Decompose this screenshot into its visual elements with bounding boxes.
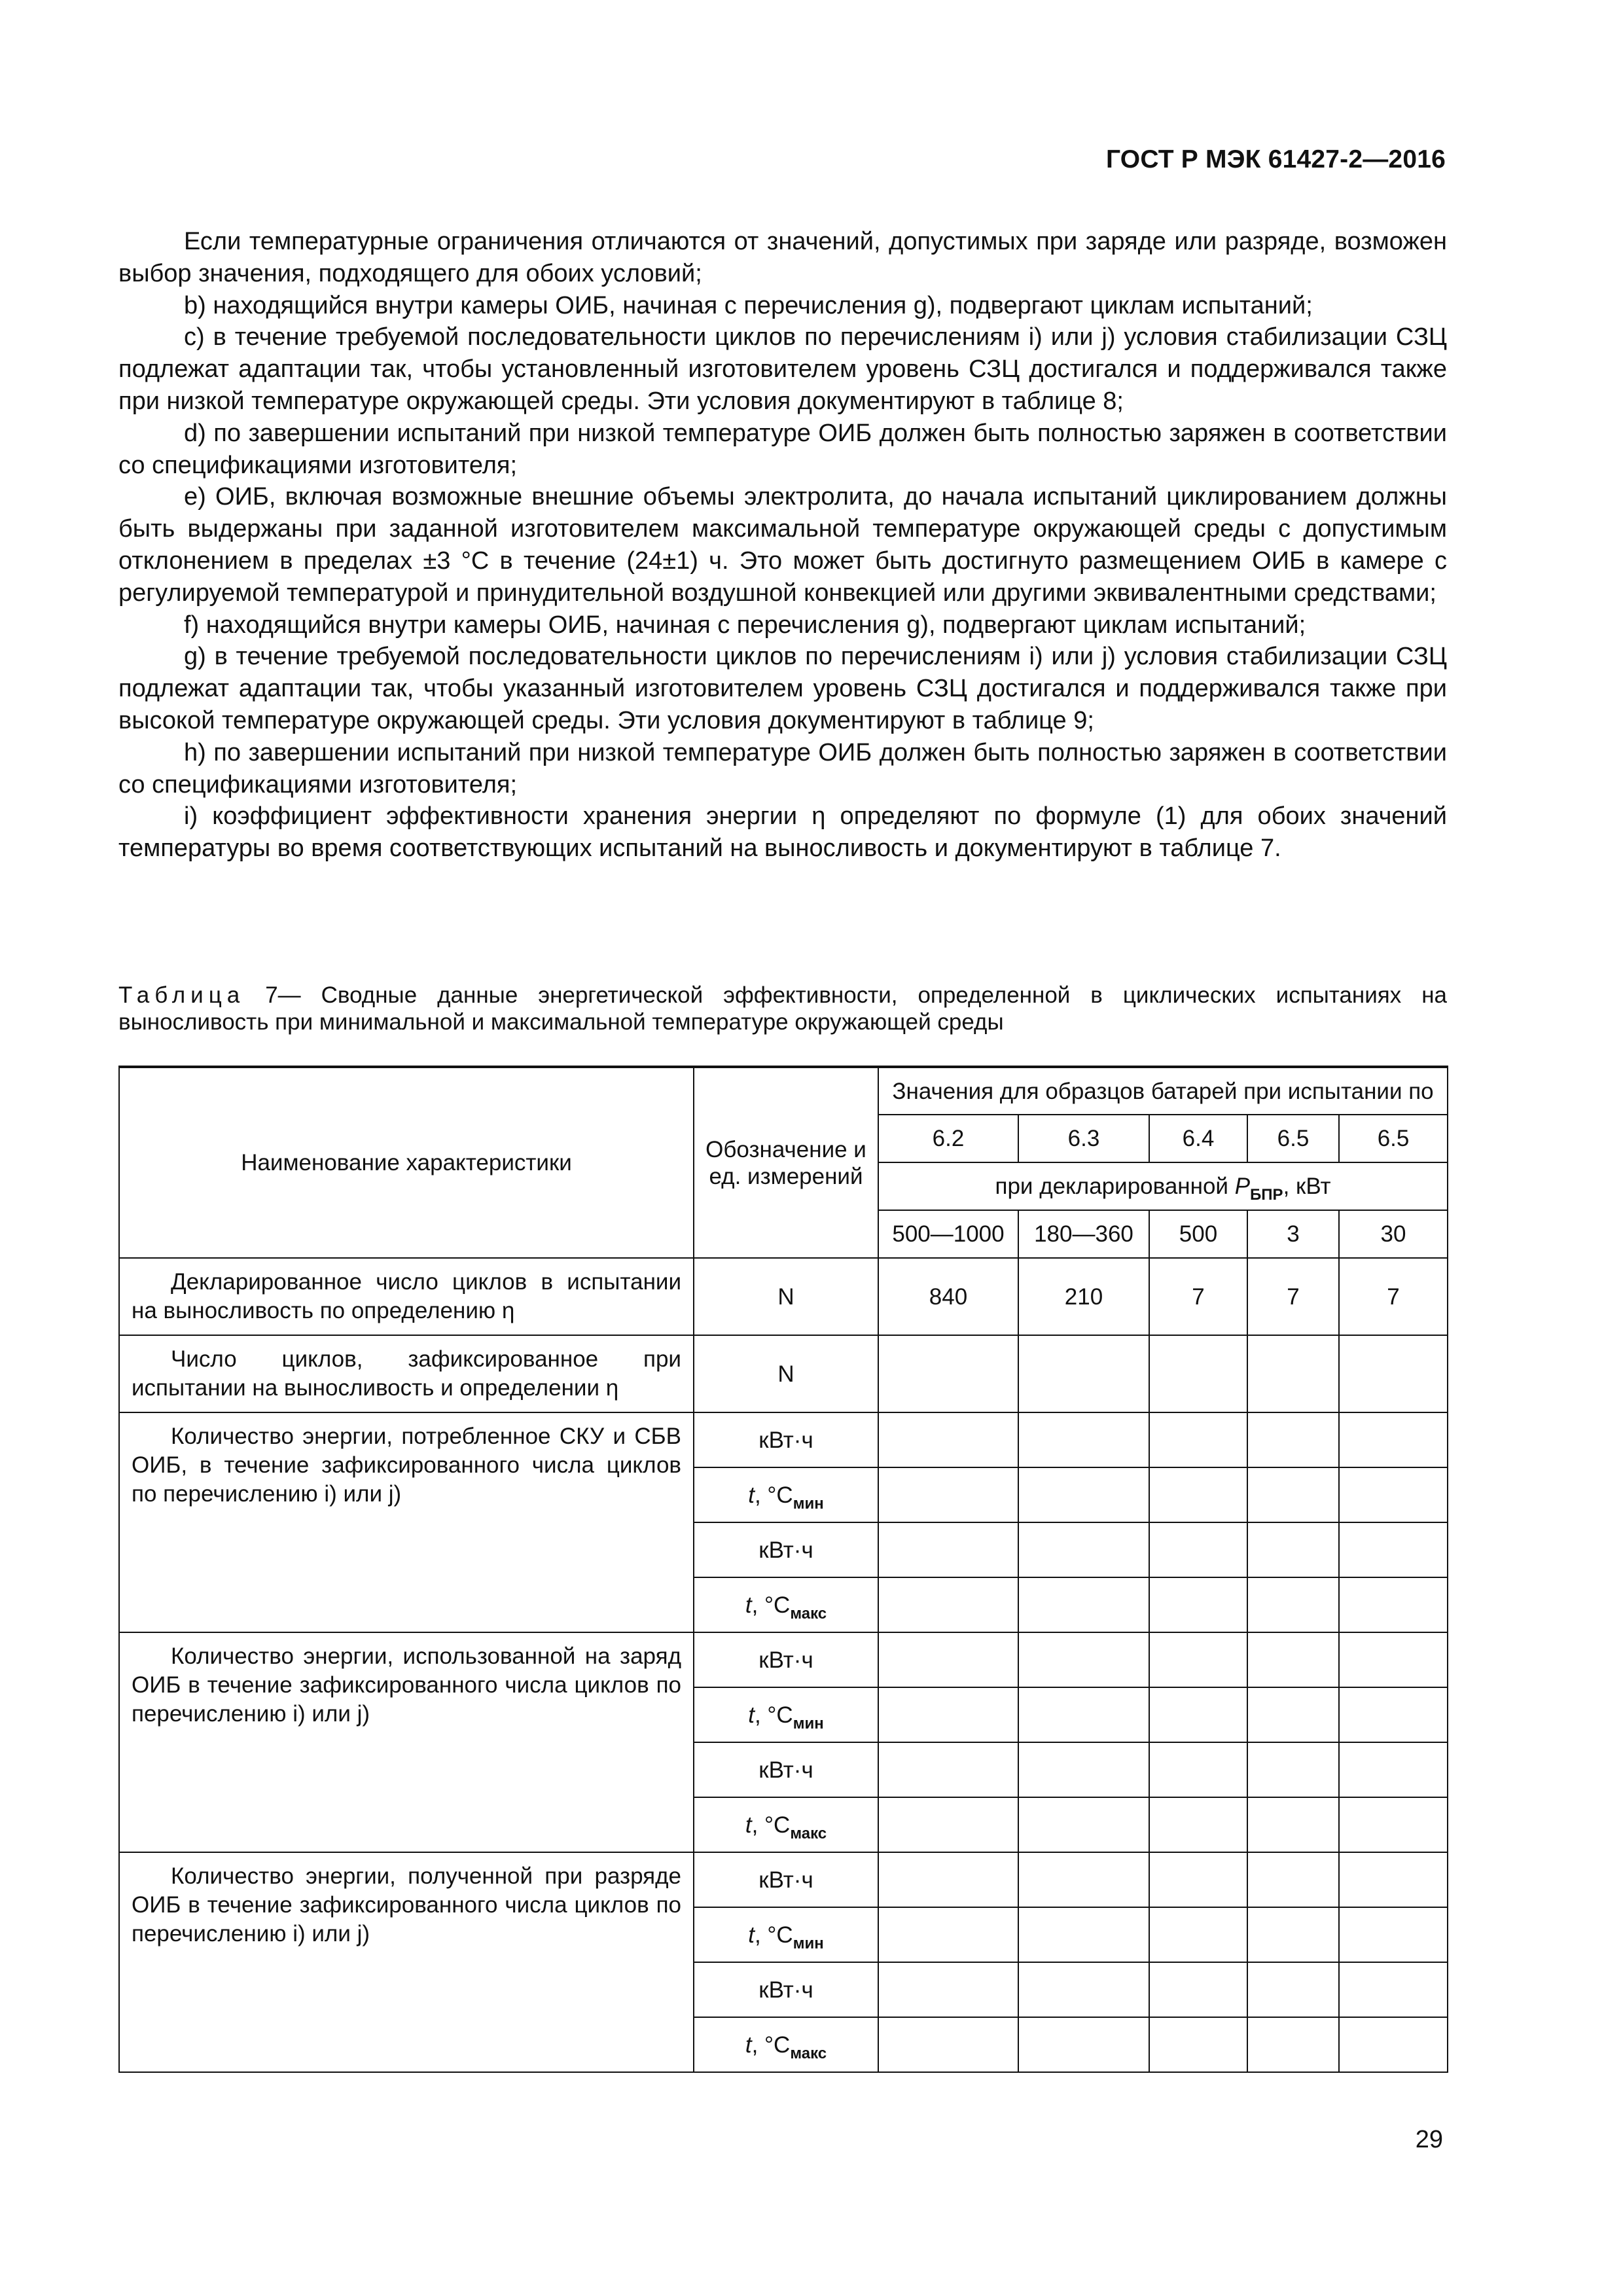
cell-empty	[1339, 1522, 1448, 1577]
cell-value: 840	[878, 1258, 1018, 1335]
cell-empty	[1247, 1412, 1339, 1467]
cell-empty	[1247, 1907, 1339, 1962]
cell-empty	[1149, 1467, 1247, 1522]
page-number: 29	[1415, 2126, 1443, 2153]
unit-degree: , °С	[754, 1702, 793, 1728]
cell-empty	[1149, 1962, 1247, 2017]
document-code: ГОСТ Р МЭК 61427-2—2016	[1106, 145, 1446, 173]
cell-empty	[878, 1577, 1018, 1632]
cell-empty	[1149, 1335, 1247, 1412]
declared-power-symbol: P	[1234, 1174, 1251, 1199]
body-text	[118, 226, 1447, 865]
paragraph: b) находящийся внутри камеры ОИБ, начиная с перечисления g), подвергают циклам испытаний;	[184, 291, 1313, 319]
row-unit	[694, 1467, 878, 1522]
col-name-header: Наименование характеристики	[119, 1067, 694, 1258]
cell-empty	[1247, 1852, 1339, 1907]
cell-empty	[1247, 1467, 1339, 1522]
cell-empty	[1247, 1577, 1339, 1632]
paragraph: Если температурные ограничения отличаются от значений, допустимых при заряде или разряде, возможен выбор значения, подходящего для обоих условий;	[118, 228, 1447, 287]
cell-empty	[878, 1335, 1018, 1412]
paragraph: c) в течение требуемой последовательности циклов по перечислениям i) или j) условия стабилизации СЗЦ подлежат адаптации так, чтобы установленный изготовителем уровень СЗЦ достигался и поддерживался также при низкой температуре окружающей среды. Эти условия документируют в таблице 8;	[118, 323, 1447, 415]
cell-empty	[1339, 2017, 1448, 2072]
declared-power-label: при декларированной	[995, 1174, 1235, 1199]
paragraph: d) по завершении испытаний при низкой температуре ОИБ должен быть полностью заряжен в соответствии со спецификациями изготовителя;	[118, 419, 1447, 479]
cell-empty	[1018, 1577, 1149, 1632]
paragraph: g) в течение требуемой последовательности циклов по перечислениям i) или j) условия стабилизации СЗЦ подлежат адаптации так, чтобы указанный изготовителем уровень СЗЦ достигался и поддерживался также при высокой температуре окружающей среды. Эти условия документируют в таблице 9;	[118, 643, 1447, 734]
cell-empty	[878, 2017, 1018, 2072]
row-unit: кВт·ч	[694, 1962, 878, 2017]
cell-empty	[1149, 1687, 1247, 1742]
unit-sub-max: макс	[790, 1604, 827, 1623]
cell-empty	[1149, 1522, 1247, 1577]
cell-empty	[1018, 1632, 1149, 1687]
row-unit	[694, 1907, 878, 1962]
cell-empty	[878, 1522, 1018, 1577]
cell-empty	[878, 1742, 1018, 1797]
cell-empty	[1339, 1962, 1448, 2017]
cell-empty	[1339, 1907, 1448, 1962]
cell-empty	[878, 1467, 1018, 1522]
cell-empty	[1018, 1852, 1149, 1907]
cell-empty	[1149, 1412, 1247, 1467]
unit-degree: , °С	[754, 1922, 793, 1948]
unit-sub-min: мин	[793, 1934, 824, 1952]
unit-sub-min: мин	[793, 1714, 824, 1732]
cell-empty	[1018, 1412, 1149, 1467]
cell-empty	[1018, 1687, 1149, 1742]
row-unit: кВт·ч	[694, 1522, 878, 1577]
cell-empty	[1247, 1522, 1339, 1577]
col-unit-header: Обозначение и ед. измерений	[694, 1067, 878, 1258]
paragraph: e) ОИБ, включая возможные внешние объемы электролита, до начала испытаний циклированием должны быть выдержаны при заданной изготовителем максимальной температуре окружающей среды с допустимым отклонением в пределах ±3 °С в течение (24±1) ч. Это может быть достигнуто размещением ОИБ в камере с регулируемой температурой и принудительной воздушной конвекцией или другими эквивалентными средствами;	[118, 483, 1447, 607]
cell-empty	[1247, 1962, 1339, 2017]
paragraph: h) по завершении испытаний при низкой температуре ОИБ должен быть полностью заряжен в соответствии со спецификациями изготовителя;	[118, 738, 1447, 798]
cell-empty	[1018, 1797, 1149, 1852]
power-value: 3	[1247, 1210, 1339, 1258]
cell-value: 7	[1149, 1258, 1247, 1335]
cell-value: 210	[1018, 1258, 1149, 1335]
cell-empty	[1339, 1632, 1448, 1687]
row-name: Количество энергии, потребленное СКУ и СБВ ОИБ, в течение зафиксированного числа циклов по перечислению i) или j)	[119, 1412, 694, 1632]
cell-empty	[878, 1412, 1018, 1467]
cell-value: 7	[1339, 1258, 1448, 1335]
test-clause: 6.4	[1149, 1115, 1247, 1162]
declared-power-subscript: БПР	[1250, 1186, 1283, 1204]
row-unit: кВт·ч	[694, 1412, 878, 1467]
cell-empty	[1018, 1467, 1149, 1522]
cell-empty	[878, 1632, 1018, 1687]
declared-power-header	[878, 1162, 1448, 1210]
table-caption-label: Таблица	[118, 982, 245, 1008]
cell-empty	[1339, 1852, 1448, 1907]
cell-empty	[1149, 1907, 1247, 1962]
cell-empty	[1149, 2017, 1247, 2072]
table-caption	[118, 982, 1447, 1035]
row-unit: кВт·ч	[694, 1742, 878, 1797]
row-name: Декларированное число циклов в испытании на выносливость по определению η	[119, 1258, 694, 1335]
row-unit: N	[694, 1258, 878, 1335]
cell-value: 7	[1247, 1258, 1339, 1335]
cell-empty	[1247, 1742, 1339, 1797]
cell-empty	[1339, 1797, 1448, 1852]
row-name: Количество энергии, полученной при разряде ОИБ в течение зафиксированного числа циклов по перечислению i) или j)	[119, 1852, 694, 2072]
cell-empty	[1247, 1687, 1339, 1742]
header-row	[119, 1067, 1448, 1115]
unit-t: t	[745, 1812, 752, 1838]
values-header: Значения для образцов батарей при испытании по	[878, 1067, 1448, 1115]
table-row	[119, 1258, 1448, 1335]
cell-empty	[878, 1907, 1018, 1962]
unit-t: t	[745, 1592, 752, 1618]
cell-empty	[878, 1962, 1018, 2017]
cell-empty	[1247, 2017, 1339, 2072]
cell-empty	[1339, 1742, 1448, 1797]
cell-empty	[1018, 1335, 1149, 1412]
power-value: 30	[1339, 1210, 1448, 1258]
unit-sub-min: мин	[793, 1494, 824, 1513]
unit-t: t	[748, 1482, 755, 1508]
cell-empty	[878, 1852, 1018, 1907]
cell-empty	[1247, 1335, 1339, 1412]
cell-empty	[1339, 1687, 1448, 1742]
unit-degree: , °С	[751, 2032, 791, 2058]
unit-t: t	[748, 1922, 755, 1948]
row-unit: кВт·ч	[694, 1632, 878, 1687]
cell-empty	[1339, 1577, 1448, 1632]
cell-empty	[1149, 1577, 1247, 1632]
power-value: 180—360	[1018, 1210, 1149, 1258]
row-name: Число циклов, зафиксированное при испытании на выносливость и определении η	[119, 1335, 694, 1412]
table-caption-text: 7— Сводные данные энергетической эффективности, определенной в циклических испытаниях на выносливость при минимальной и максимальной температуре окружающей среды	[118, 982, 1447, 1035]
unit-sub-max: макс	[790, 1824, 827, 1842]
test-clause: 6.3	[1018, 1115, 1149, 1162]
unit-degree: , °С	[751, 1812, 791, 1838]
unit-degree: , °С	[751, 1592, 791, 1618]
table-row	[119, 1412, 1448, 1467]
unit-t: t	[745, 2032, 752, 2058]
row-unit	[694, 1797, 878, 1852]
test-clause: 6.2	[878, 1115, 1018, 1162]
cell-empty	[1018, 1962, 1149, 2017]
power-value: 500—1000	[878, 1210, 1018, 1258]
cell-empty	[1018, 1522, 1149, 1577]
cell-empty	[1339, 1335, 1448, 1412]
unit-sub-max: макс	[790, 2044, 827, 2062]
paragraph: f) находящийся внутри камеры ОИБ, начиная с перечисления g), подвергают циклам испытаний;	[184, 611, 1306, 639]
unit-degree: , °С	[754, 1482, 793, 1508]
power-value: 500	[1149, 1210, 1247, 1258]
cell-empty	[878, 1687, 1018, 1742]
cell-empty	[878, 1797, 1018, 1852]
test-clause: 6.5	[1247, 1115, 1339, 1162]
row-unit: N	[694, 1335, 878, 1412]
declared-power-unit: , кВт	[1283, 1174, 1331, 1199]
table-row	[119, 1335, 1448, 1412]
row-name: Количество энергии, использованной на заряд ОИБ в течение зафиксированного числа циклов по перечислению i) или j)	[119, 1632, 694, 1852]
cell-empty	[1247, 1632, 1339, 1687]
unit-t: t	[748, 1702, 755, 1728]
row-unit	[694, 1687, 878, 1742]
table-row	[119, 1632, 1448, 1687]
cell-empty	[1339, 1412, 1448, 1467]
cell-empty	[1149, 1742, 1247, 1797]
row-unit	[694, 1577, 878, 1632]
cell-empty	[1018, 2017, 1149, 2072]
row-unit	[694, 2017, 878, 2072]
cell-empty	[1149, 1852, 1247, 1907]
cell-empty	[1339, 1467, 1448, 1522]
cell-empty	[1018, 1907, 1149, 1962]
cell-empty	[1149, 1632, 1247, 1687]
table-row	[119, 1852, 1448, 1907]
data-table	[118, 1066, 1448, 2073]
cell-empty	[1247, 1797, 1339, 1852]
test-clause: 6.5	[1339, 1115, 1448, 1162]
cell-empty	[1149, 1797, 1247, 1852]
cell-empty	[1018, 1742, 1149, 1797]
row-unit: кВт·ч	[694, 1852, 878, 1907]
paragraph: i) коэффициент эффективности хранения энергии η определяют по формуле (1) для обоих значений температуры во время соответствующих испытаний на выносливость и документируют в таблице 7.	[118, 802, 1447, 863]
